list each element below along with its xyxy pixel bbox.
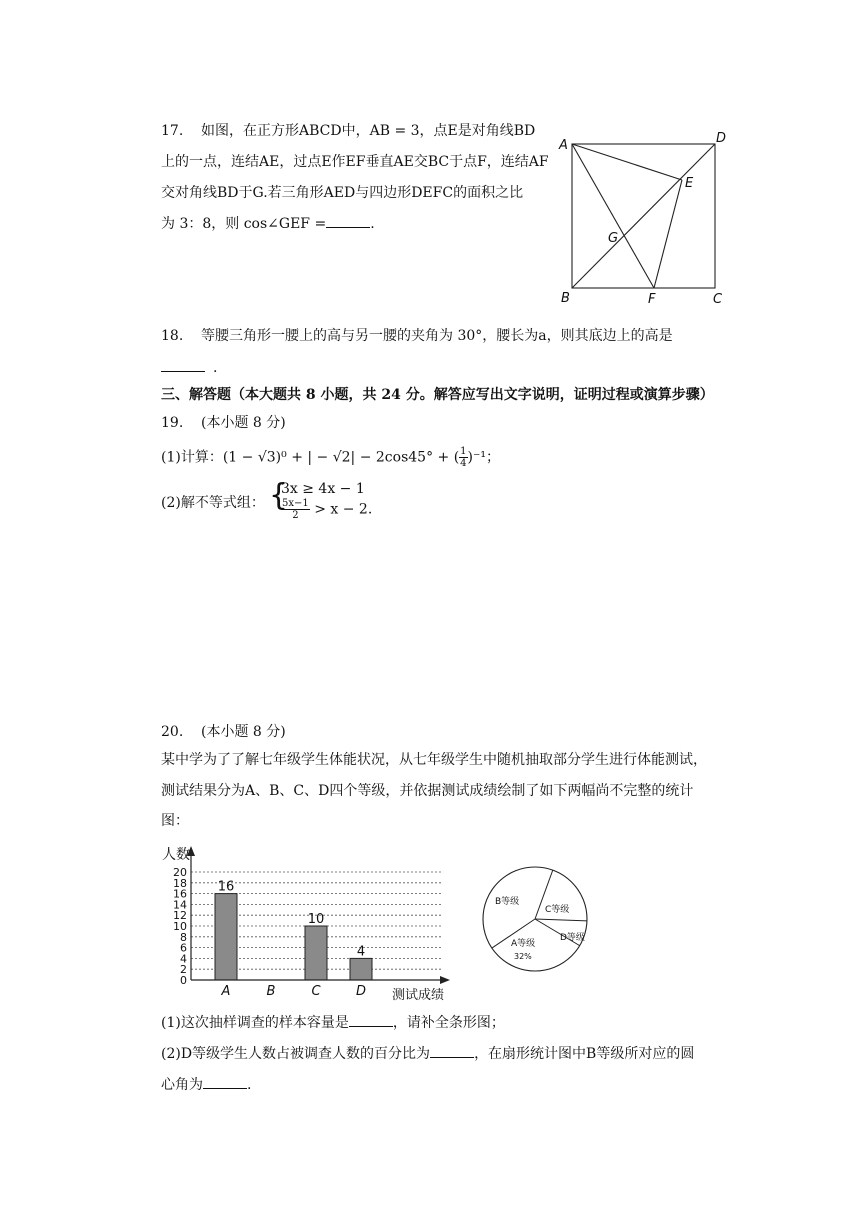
- segment-ef: [654, 180, 682, 288]
- pie-chart: [478, 862, 593, 972]
- label-e: E: [685, 176, 694, 191]
- bar-xtick-label: D: [355, 984, 367, 999]
- q20-part2-line2: [161, 1074, 251, 1095]
- q20-part2-blank-1[interactable]: [430, 1043, 474, 1058]
- bar-y-axis-label: 人数: [162, 847, 190, 863]
- q17-line1: [161, 121, 535, 141]
- q17-answer-blank[interactable]: [326, 213, 370, 228]
- q20-header: [161, 722, 286, 742]
- q20-part2-text-c: 心角为: [161, 1077, 203, 1093]
- q19-ineq1: 3x ≥ 4x − 1: [281, 481, 365, 497]
- bar-data-label: 16: [217, 879, 235, 895]
- q19-part1-expr: (1 − √3)⁰ + | − √2| − 2cos45° + (: [222, 449, 460, 466]
- q17-text-3: 交对角线BD于G.若三角形AED与四边形DEFC的面积之比: [161, 185, 524, 201]
- q19-ineq2-num: 5x−1: [282, 498, 309, 509]
- q19-header: [161, 413, 286, 433]
- q18-line2: [161, 357, 217, 378]
- label-f: F: [648, 292, 656, 307]
- bar-data-label: 4: [356, 944, 366, 960]
- square-geometry-figure: [555, 125, 735, 310]
- q17-text-4-end: .: [370, 216, 375, 232]
- q18-text-2: .: [213, 360, 218, 376]
- q19-ineq2-den: 2: [292, 510, 299, 521]
- bar-x-axis-arrow: [440, 976, 450, 984]
- bar-ytick-label: 0: [180, 974, 187, 987]
- q20-part2-blank-2[interactable]: [203, 1074, 247, 1089]
- q19-frac-den: 4: [460, 458, 467, 469]
- q20-part2-text-b: ，在扇形统计图中B等级所对应的圆: [474, 1046, 695, 1062]
- pie-label-b: B等级: [495, 897, 520, 907]
- q20-part1-text-b: ，请补全条形图；: [392, 1015, 505, 1031]
- section-3-heading: 三、解答题（本大题共 8 小题，共 24 分。解答应写出文字说明，证明过程或演算步骤）: [161, 387, 714, 403]
- bar-x-axis-label: 测试成绩: [392, 988, 445, 1003]
- q20-number: 20.: [161, 724, 184, 740]
- q19-points: (本小题 8 分): [201, 415, 286, 431]
- q19-part1-suffix: )⁻¹；: [467, 449, 501, 466]
- q17-number: 17.: [161, 123, 184, 139]
- q20-part2: [161, 1043, 694, 1064]
- segment-ae: [572, 144, 682, 180]
- q19-ineq2: [281, 498, 372, 521]
- q18-line1: [161, 326, 673, 346]
- q20-part1-text-a: (1)这次抽样调查的样本容量是: [161, 1015, 349, 1031]
- bar-ytick-label: 12: [173, 909, 187, 923]
- pie-percent-a: 32%: [514, 952, 532, 961]
- q19-part1: [161, 446, 500, 469]
- bar-C: [305, 926, 327, 980]
- bar-xtick-label: C: [311, 984, 321, 999]
- label-d: D: [716, 131, 727, 146]
- bar-ytick-label: 2: [180, 963, 187, 977]
- q20-text-2: 测试结果分为A、B、C、D四个等级，并依据测试成绩绘制了如下两幅尚不完整的统计: [161, 783, 694, 799]
- q19-number: 19.: [161, 415, 184, 431]
- q17-line4: [161, 213, 375, 234]
- label-b: B: [561, 291, 570, 306]
- diagonal-bd: [572, 144, 715, 288]
- bar-ytick-label: 18: [173, 876, 187, 890]
- q20-part2-text-d: .: [247, 1077, 252, 1093]
- bar-ytick-label: 8: [180, 930, 187, 944]
- bar-ytick-label: 20: [173, 866, 187, 879]
- bar-ytick-label: 16: [173, 887, 187, 901]
- q19-fraction: [459, 446, 467, 469]
- q20-part1: [161, 1012, 505, 1033]
- q19-system-brace: {: [269, 478, 289, 513]
- q20-text-3: 图：: [161, 813, 189, 829]
- q19-frac-num: 1: [460, 446, 467, 457]
- bar-xtick-label: A: [221, 984, 231, 999]
- label-c: C: [713, 292, 723, 307]
- label-a: A: [559, 138, 568, 153]
- q19-ineq2-fraction: [281, 498, 310, 521]
- bar-data-label: 10: [307, 912, 325, 927]
- bar-chart: [150, 840, 460, 1005]
- bar-xtick-label: B: [266, 984, 276, 999]
- q20-part1-blank[interactable]: [349, 1012, 393, 1027]
- label-g: G: [608, 231, 619, 246]
- pie-radius: [535, 919, 587, 921]
- q20-part2-text-a: (2)D等级学生人数占被调查人数的百分比为: [161, 1046, 431, 1062]
- pie-label-c: C等级: [545, 905, 570, 915]
- q18-text-1: 等腰三角形一腰上的高与另一腰的夹角为 30°，腰长为a，则其底边上的高是: [201, 328, 673, 344]
- q17-text-4: 为 3：8，则 cos∠GEF =: [161, 216, 327, 232]
- q18-answer-blank[interactable]: [161, 357, 205, 372]
- q17-text-2: 上的一点，连结AE，过点E作EF垂直AE交BC于点F，连结AF: [161, 154, 549, 170]
- segment-af: [572, 144, 654, 288]
- bar-ytick-label: 6: [180, 941, 187, 955]
- pie-label-a: A等级: [511, 939, 536, 949]
- q20-points: (本小题 8 分): [201, 724, 286, 740]
- bar-ytick-label: 14: [173, 898, 187, 912]
- q19-part2-end: .: [367, 501, 373, 518]
- bar-ytick-label: 10: [173, 920, 187, 933]
- q19-part1-prefix: (1)计算：: [161, 449, 223, 466]
- q19-ineq2-rest: > x − 2: [314, 501, 368, 518]
- bar-ytick-label: 4: [180, 952, 187, 966]
- q18-number: 18.: [161, 328, 184, 344]
- pie-label-d: D等级: [560, 933, 585, 943]
- q19-part2-prefix: (2)解不等式组：: [161, 495, 265, 511]
- bar-D: [350, 958, 372, 980]
- bar-A: [215, 894, 237, 980]
- q20-text-1: 某中学为了了解七年级学生体能状况，从七年级学生中随机抽取部分学生进行体能测试，: [161, 752, 707, 768]
- q17-text-1: 如图，在正方形ABCD中，AB = 3，点E是对角线BD: [201, 123, 536, 139]
